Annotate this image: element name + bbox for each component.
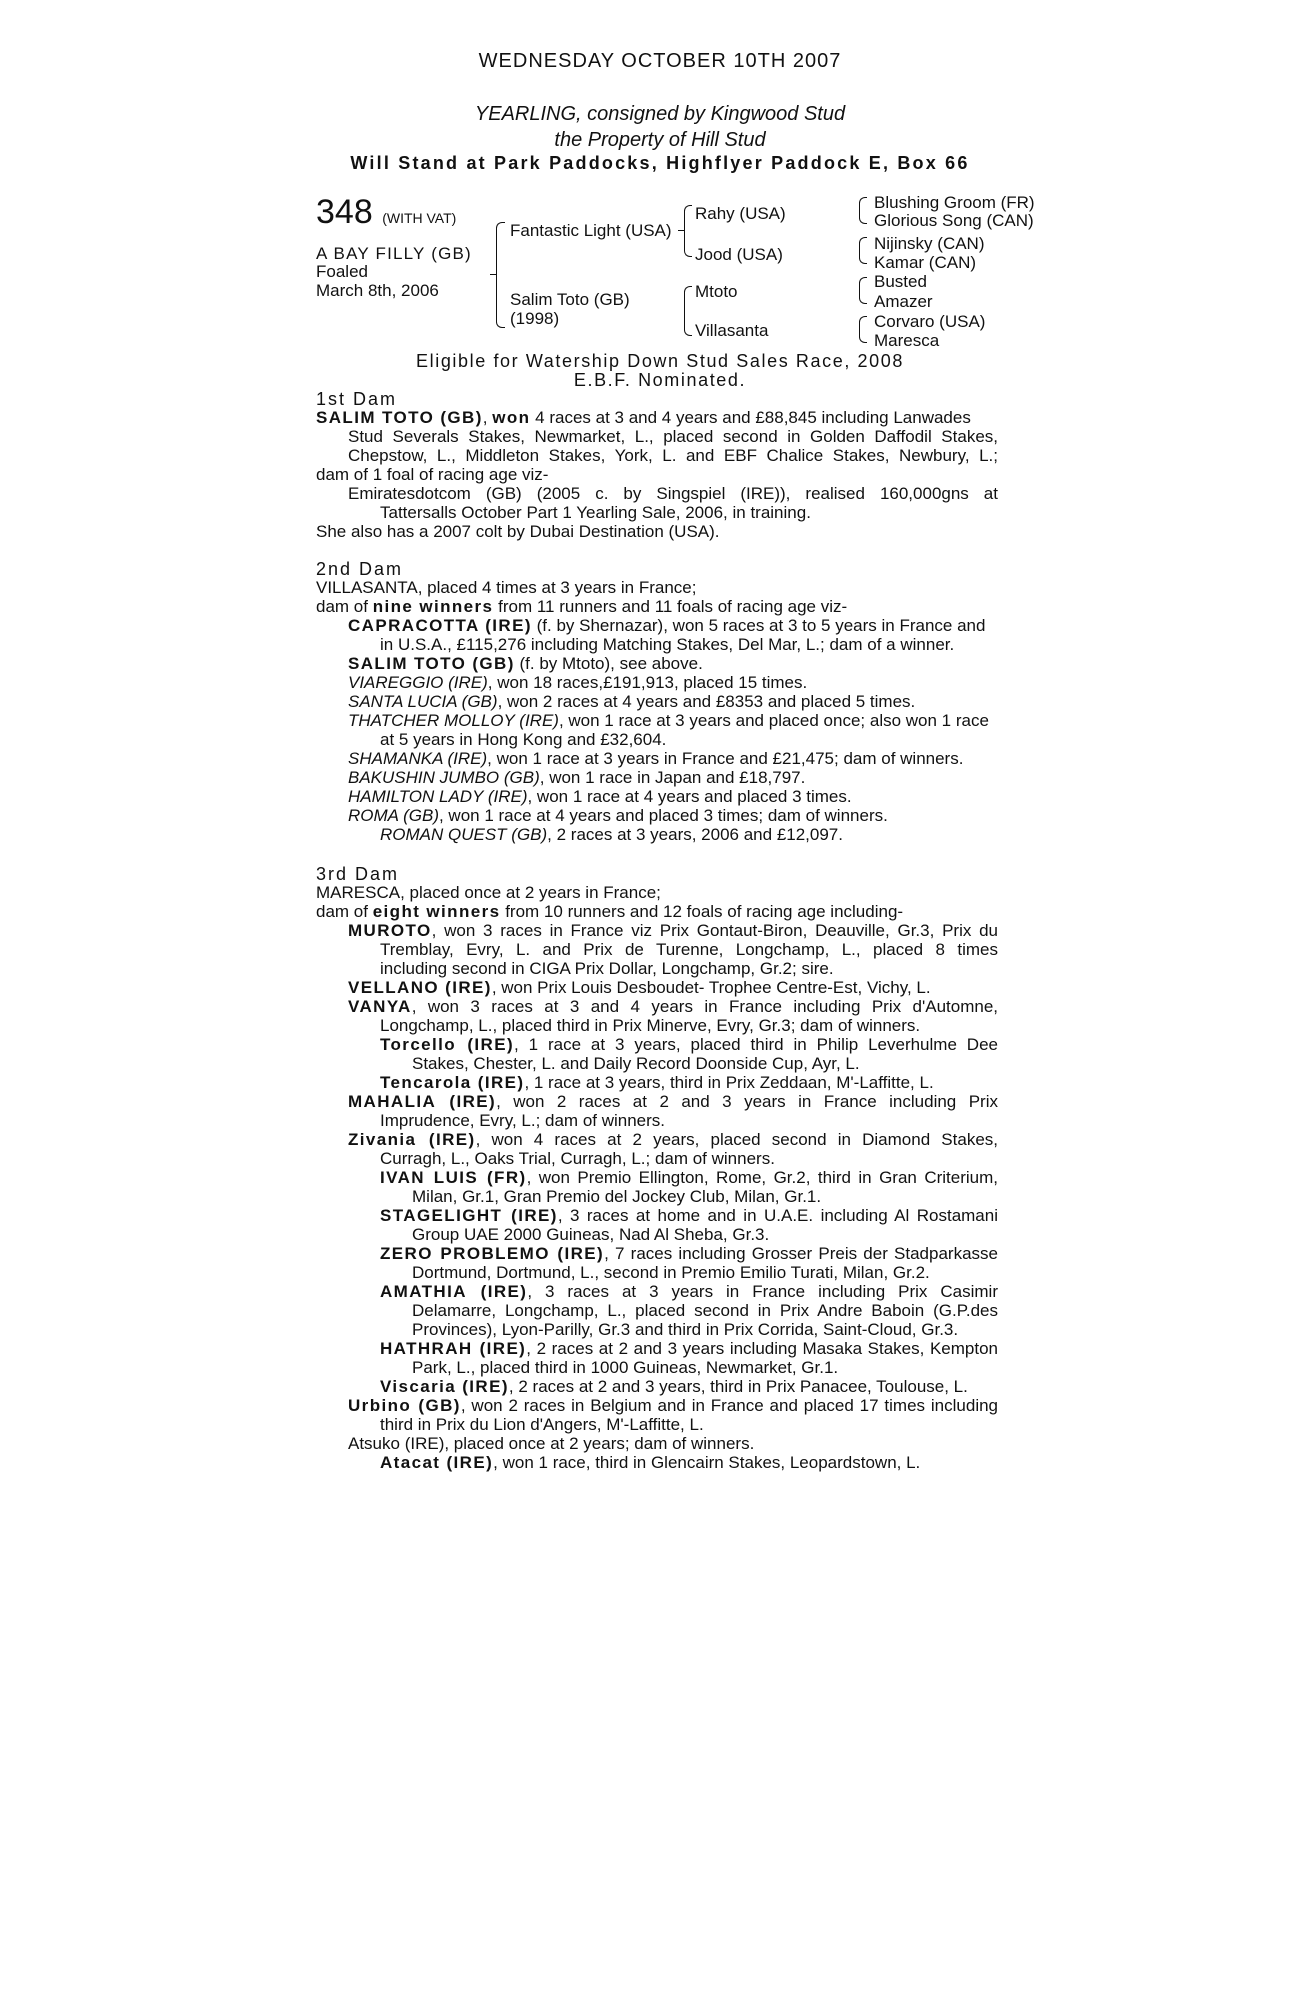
first-dam-line: She also has a 2007 colt by Dubai Destination (USA). [316,522,720,541]
text-fragment: 4 races at 3 and 4 years and £88,845 including Lanwades [530,408,971,427]
text-fragment: , 1 race at 3 years, third in Prix Zeddaan, M'-Laffitte, L. [524,1073,934,1092]
produce-line [348,654,703,673]
stand-location: Will Stand at Park Paddocks, Highflyer Paddock E, Box 66 [350,153,970,173]
text-fragment: , won 1 race, third in Glencairn Stakes, Leopardstown, L. [493,1453,921,1472]
pedigree-dam-dam: Villasanta [695,321,769,340]
text-fragment: , won 2 races at 4 years and £8353 and placed 5 times. [497,692,916,711]
vat-note: (WITH VAT) [382,210,457,226]
lot-number [316,193,456,232]
pedigree-g6: Amazer [874,292,933,311]
horse-name: VELLANO (IRE) [348,978,492,997]
produce-line: in U.S.A., £115,276 including Matching Stakes, Del Mar, L.; dam of a winner. [380,635,955,654]
produce-line: Emiratesdotcom (GB) (2005 c. by Singspiel (IRE)), realised 160,000gns at [348,484,998,503]
produce-line: third in Prix du Lion d'Angers, M'-Laffitte, L. [380,1415,704,1434]
text-fragment: , won 1 race at 4 years and placed 3 times; dam of winners. [438,806,888,825]
produce-line [380,825,843,844]
second-dam-line [316,597,847,616]
horse-name: Tencarola (IRE) [380,1073,525,1092]
second-dam-heading: 2nd Dam [316,559,404,579]
consignor-line: YEARLING, consigned by Kingwood Stud [474,103,846,125]
produce-line: Group UAE 2000 Guineas, Nad Al Sheba, Gr.3. [412,1225,770,1244]
horse-name: Zivania (IRE) [348,1130,476,1149]
produce-line [348,616,985,635]
produce-line: Tremblay, Evry, L. and Prix de Turenne, Longchamp, L., placed 8 times [380,940,998,959]
produce-line: Dortmund, Dortmund, L., second in Premio Emilio Turati, Milan, Gr.2. [412,1263,930,1282]
text-fragment: dam of [316,597,373,616]
pedigree-dam-year: (1998) [510,309,560,328]
first-dam-heading: 1st Dam [316,389,398,409]
text-fragment: , won 18 races,£191,913, placed 15 times. [487,673,808,692]
pedigree-dam-sire: Mtoto [695,282,738,301]
produce-line [380,1453,920,1472]
pedigree-dam: Salim Toto (GB) [510,290,630,309]
horse-name: VANYA [348,997,412,1016]
pedigree-brace-dam [684,286,692,336]
horse-name: IVAN LUIS (FR) [380,1168,527,1187]
pedigree-g7: Corvaro (USA) [874,312,986,331]
horse-name: MAHALIA (IRE) [348,1092,497,1111]
produce-line [380,1377,968,1396]
pedigree-brace-g2 [859,237,867,264]
horse-name: ROMA (GB) [348,806,439,825]
produce-line [348,749,963,768]
foaled-label: Foaled [316,262,368,281]
horse-name: Viscaria (IRE) [380,1377,509,1396]
eligibility-line: Eligible for Watership Down Stud Sales Race, 2008 [416,351,904,371]
text-fragment: from 11 runners and 11 foals of racing age viz- [493,597,848,616]
pedigree-brace-g4 [859,316,867,343]
first-dam-line: Chepstow, L., Middleton Stakes, York, L. and EBF Chalice Stakes, Newbury, L.; [348,446,998,465]
produce-line [348,787,852,806]
first-dam-line: Stud Severals Stakes, Newmarket, L., placed second in Golden Daffodil Stakes, [348,427,998,446]
horse-name: SHAMANKA (IRE) [348,749,488,768]
produce-line [348,978,931,997]
pedigree-brace-g1 [859,197,867,224]
produce-line: Atsuko (IRE), placed once at 2 years; dam of winners. [348,1434,755,1453]
horse-name: Torcello (IRE) [380,1035,515,1054]
produce-line [348,1092,998,1111]
produce-line: Delamarre, Longchamp, L., placed second in Prix Andre Baboin (G.P.des [412,1301,998,1320]
text-fragment: , won Prix Louis Desboudet- Trophee Centre-Est, Vichy, L. [491,978,931,997]
ebf-nominated: E.B.F. Nominated. [573,370,747,390]
text-fragment: , won 1 race at 4 years and placed 3 times. [527,787,852,806]
winners-count: nine winners [372,597,494,616]
text-fragment: , won 1 race at 3 years in France and £21,475; dam of winners. [487,749,964,768]
horse-name: Urbino (GB) [348,1396,461,1415]
produce-line [348,1396,998,1415]
text-fragment: , won 4 races at 2 years, placed second in Diamond Stakes, [475,1130,998,1149]
horse-name: ZERO PROBLEMO (IRE) [380,1244,605,1263]
horse-name: ROMAN QUEST (GB) [380,825,548,844]
produce-line [380,1244,998,1263]
produce-line: Curragh, L., Oaks Trial, Curragh, L.; dam of winners. [380,1149,775,1168]
pedigree-brace-sire [684,205,692,257]
text-fragment: , [482,408,493,427]
pedigree-g1: Blushing Groom (FR) [874,193,1035,212]
third-dam-line [316,902,903,921]
produce-line [380,1073,934,1092]
produce-line [348,768,805,787]
pedigree-g2: Glorious Song (CAN) [874,211,1034,230]
text-fragment: , 2 races at 2 and 3 years, third in Prix Panacee, Toulouse, L. [508,1377,968,1396]
text-fragment: (f. by Shernazar), won 5 races at 3 to 5 years in France and [531,616,986,635]
pedigree-sire: Fantastic Light (USA) [510,221,672,240]
produce-line: Tattersalls October Part 1 Yearling Sale, 2006, in training. [380,503,811,522]
text-fragment: from 10 runners and 12 foals of racing age including- [500,902,904,921]
produce-line: Longchamp, L., placed third in Prix Minerve, Evry, Gr.3; dam of winners. [380,1016,921,1035]
pedigree-sire-dam: Jood (USA) [695,245,783,264]
produce-line [348,1130,998,1149]
produce-line [348,921,998,940]
third-dam-heading: 3rd Dam [316,864,400,884]
produce-line [348,806,888,825]
produce-line: Stakes, Chester, L. and Daily Record Doonside Cup, Ayr, L. [412,1054,860,1073]
first-dam-line: dam of 1 foal of racing age viz- [316,465,549,484]
pedigree-brace-tick [678,230,684,231]
text-fragment: , 2 races at 3 years, 2006 and £12,097. [547,825,843,844]
produce-line: including second in CIGA Prix Dollar, Longchamp, Gr.2; sire. [380,959,834,978]
horse-name: BAKUSHIN JUMBO (GB) [348,768,540,787]
text-fragment: , won 1 race in Japan and £18,797. [539,768,806,787]
pedigree-brace-g3 [859,277,867,304]
text-fragment: , won 1 race at 3 years and placed once; also won 1 race [558,711,989,730]
pedigree-g3: Nijinsky (CAN) [874,234,985,253]
produce-line [380,1339,998,1358]
horse-description: A BAY FILLY (GB) [316,244,472,263]
foaled-date: March 8th, 2006 [316,281,439,300]
produce-line [348,692,915,711]
first-dam-line [316,408,971,427]
text-fragment: , won 2 races in Belgium and in France and placed 17 times including [460,1396,999,1415]
produce-line: Park, L., placed third in 1000 Guineas, Newmarket, Gr.1. [412,1358,839,1377]
horse-name: AMATHIA (IRE) [380,1282,528,1301]
pedigree-sire-sire: Rahy (USA) [695,204,786,223]
text-fragment: , won 3 races at 3 and 4 years in France including Prix d'Automne, [411,997,998,1016]
sale-date: WEDNESDAY OCTOBER 10TH 2007 [478,50,842,72]
horse-name: SALIM TOTO (GB) [348,654,515,673]
horse-name: STAGELIGHT (IRE) [380,1206,558,1225]
pedigree-g5: Busted [874,272,927,291]
pedigree-brace-tick [490,274,496,275]
horse-name: SANTA LUCIA (GB) [348,692,498,711]
produce-line: Imprudence, Evry, L.; dam of winners. [380,1111,666,1130]
text-fragment: , won Premio Ellington, Rome, Gr.2, third in Gran Criterium, [526,1168,998,1187]
produce-line: Provinces), Lyon-Parilly, Gr.3 and third in Prix Corrida, Saint-Cloud, Gr.3. [412,1320,959,1339]
text-fragment: , 3 races at home and in U.A.E. including Al Rostamani [557,1206,998,1225]
pedigree-brace-main [496,222,505,328]
produce-line: at 5 years in Hong Kong and £32,604. [380,730,667,749]
produce-line [380,1206,998,1225]
text-fragment: , 7 races including Grosser Preis der Stadparkasse [604,1244,998,1263]
produce-line: Milan, Gr.1, Gran Premio del Jockey Club, Milan, Gr.1. [412,1187,822,1206]
horse-name: HAMILTON LADY (IRE) [348,787,528,806]
horse-name: VIAREGGIO (IRE) [348,673,488,692]
horse-name: THATCHER MOLLOY (IRE) [348,711,559,730]
produce-line [348,673,807,692]
lot-number-value: 348 [316,193,373,231]
produce-line [348,997,998,1016]
text-fragment: , 2 races at 2 and 3 years including Masaka Stakes, Kempton [526,1339,998,1358]
pedigree-g4: Kamar (CAN) [874,253,977,272]
produce-line [380,1168,998,1187]
text-fragment: , 1 race at 3 years, placed third in Philip Leverhulme Dee [514,1035,998,1054]
horse-name: CAPRACOTTA (IRE) [348,616,532,635]
property-line: the Property of Hill Stud [554,129,766,151]
produce-line [380,1035,998,1054]
text-fragment: (f. by Mtoto), see above. [514,654,703,673]
text-fragment: , won 3 races in France viz Prix Gontaut-Biron, Deauville, Gr.3, Prix du [431,921,998,940]
pedigree-g8: Maresca [874,331,940,350]
text-fragment: dam of [316,902,373,921]
horse-name: SALIM TOTO (GB) [316,408,483,427]
text-fragment: , won 2 races at 2 and 3 years in France including Prix [496,1092,998,1111]
text-fragment: , 3 races at 3 years in France including Prix Casimir [527,1282,998,1301]
produce-line [380,1282,998,1301]
horse-name: Atacat (IRE) [380,1453,494,1472]
third-dam-line: MARESCA, placed once at 2 years in France; [316,883,661,902]
won-text: won [492,408,531,427]
second-dam-line: VILLASANTA, placed 4 times at 3 years in France; [316,578,697,597]
produce-line [348,711,989,730]
winners-count: eight winners [372,902,501,921]
horse-name: HATHRAH (IRE) [380,1339,527,1358]
horse-name: MUROTO [348,921,432,940]
